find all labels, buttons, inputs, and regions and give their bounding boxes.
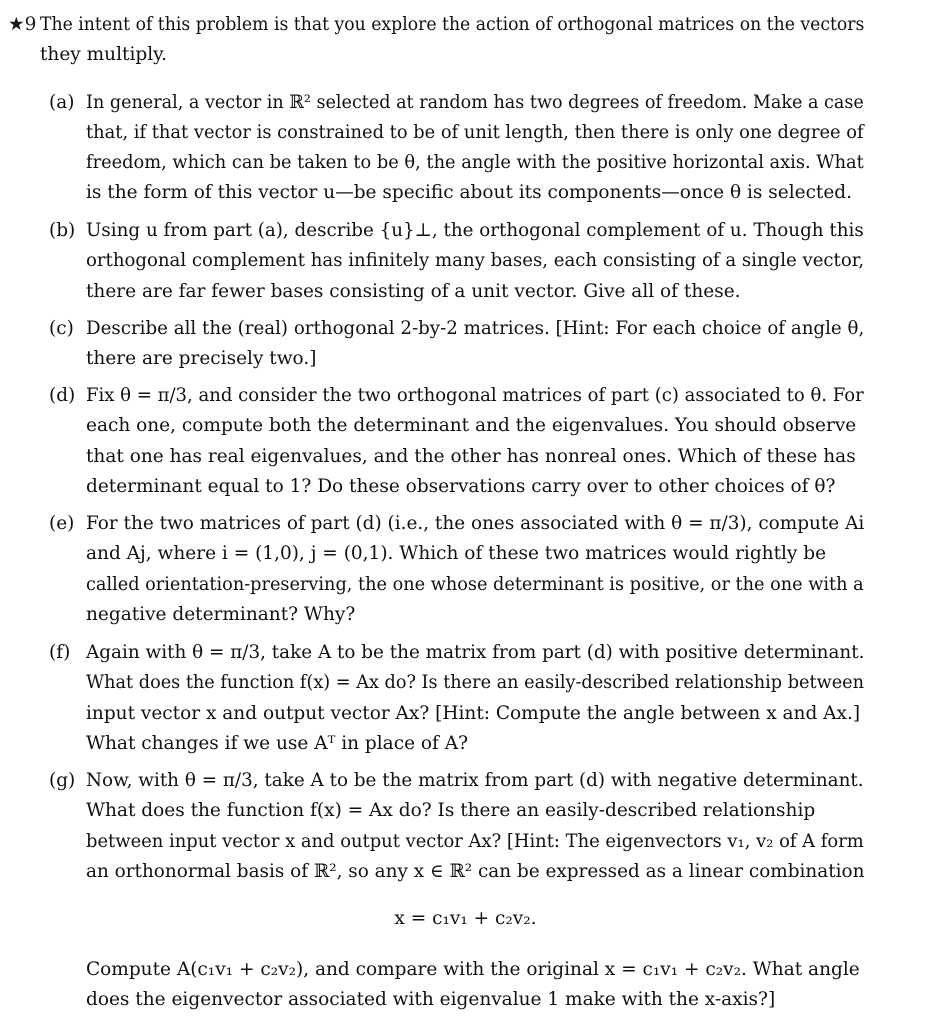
part-f-line-2: What does the function f(x) = Ax do? Is there an easily-described relationship between bbox=[86, 672, 864, 693]
part-e-line-1: For the two matrices of part (d) (i.e., the ones associated with θ = π/3), compute Ai bbox=[86, 513, 865, 534]
part-a-line-3: freedom, which can be taken to be θ, the angle with the positive horizontal axis. What bbox=[86, 152, 864, 173]
part-a-line-2: that, if that vector is constrained to be of unit length, then there is only one degree of bbox=[86, 122, 864, 143]
part-g-line-3: between input vector x and output vector Ax? [Hint: The eigenvectors v₁, v₂ of A form bbox=[86, 831, 864, 852]
part-g-after-line-2: does the eigenvector associated with eigenvalue 1 make with the x-axis?] bbox=[86, 989, 776, 1010]
part-e-line-3: called orientation-preserving, the one whose determinant is positive, or the one with a bbox=[86, 574, 864, 595]
part-c-line-1: Describe all the (real) orthogonal 2-by-2 matrices. [Hint: For each choice of angle θ, bbox=[86, 318, 865, 339]
part-f-line-4: What changes if we use Aᵀ in place of A? bbox=[86, 733, 469, 754]
part-g-line-4: an orthonormal basis of ℝ², so any x ∈ ℝ² can be expressed as a linear combination bbox=[86, 861, 865, 882]
part-e-line-2: and Aj, where i = (1,0), j = (0,1). Which of these two matrices would rightly be bbox=[86, 543, 827, 564]
part-a-line-4: is the form of this vector u—be specific about its components—once θ is selected. bbox=[86, 182, 853, 203]
display-equation: x = c₁v₁ + c₂v₂. bbox=[394, 908, 537, 929]
problem-marker: ★9 bbox=[8, 14, 37, 35]
part-g-label: (g) bbox=[49, 770, 76, 791]
part-a-label: (a) bbox=[49, 92, 75, 113]
part-e-line-4: negative determinant? Why? bbox=[86, 604, 356, 625]
part-b-line-1: Using u from part (a), describe {u}⊥, the orthogonal complement of u. Though this bbox=[86, 220, 864, 241]
part-d-line-3: that one has real eigenvalues, and the other has nonreal ones. Which of these has bbox=[86, 446, 856, 467]
part-g-line-2: What does the function f(x) = Ax do? Is there an easily-described relationship bbox=[86, 800, 816, 821]
part-f-line-1: Again with θ = π/3, take A to be the matrix from part (d) with positive determinant. bbox=[86, 642, 865, 663]
part-g-after-line-1: Compute A(c₁v₁ + c₂v₂), and compare with the original x = c₁v₁ + c₂v₂. What angle bbox=[86, 959, 860, 980]
part-b-line-3: there are far fewer bases consisting of a unit vector. Give all of these. bbox=[86, 281, 741, 302]
problem-intro-line-2: they multiply. bbox=[40, 44, 167, 65]
part-b-label: (b) bbox=[49, 220, 76, 241]
part-d-label: (d) bbox=[49, 385, 76, 406]
part-a-line-1: In general, a vector in ℝ² selected at random has two degrees of freedom. Make a case bbox=[86, 92, 864, 113]
part-f-line-3: input vector x and output vector Ax? [Hint: Compute the angle between x and Ax.] bbox=[86, 703, 861, 724]
part-d-line-4: determinant equal to 1? Do these observations carry over to other choices of θ? bbox=[86, 476, 836, 497]
part-d-line-1: Fix θ = π/3, and consider the two orthogonal matrices of part (c) associated to θ. For bbox=[86, 385, 864, 406]
part-f-label: (f) bbox=[49, 642, 71, 663]
part-d-line-2: each one, compute both the determinant and the eigenvalues. You should observe bbox=[86, 415, 857, 436]
part-b-line-2: orthogonal complement has infinitely many bases, each consisting of a single vector, bbox=[86, 250, 865, 271]
problem-intro-line-1: The intent of this problem is that you explore the action of orthogonal matrices on the vectors bbox=[40, 14, 865, 35]
part-e-label: (e) bbox=[49, 513, 75, 534]
part-g-line-1: Now, with θ = π/3, take A to be the matrix from part (d) with negative determinant. bbox=[86, 770, 864, 791]
part-c-line-2: there are precisely two.] bbox=[86, 348, 317, 369]
part-c-label: (c) bbox=[49, 318, 74, 339]
